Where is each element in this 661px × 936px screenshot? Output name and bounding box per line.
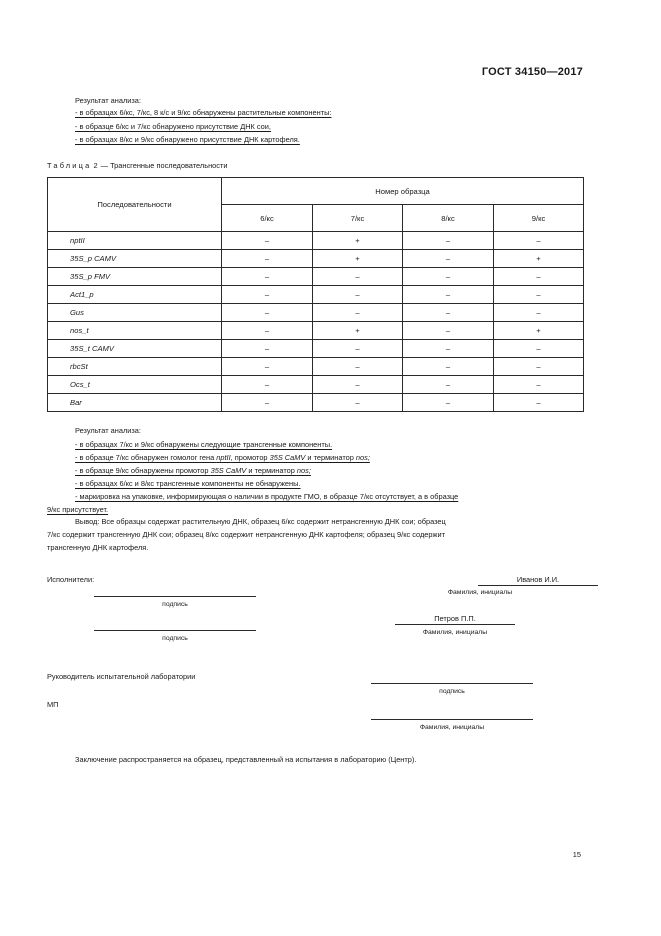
column-header-sample: 8/кс: [403, 205, 494, 232]
result-cell: –: [222, 304, 313, 322]
page-number: 15: [572, 850, 581, 859]
result-cell: –: [222, 250, 313, 268]
standard-number: ГОСТ 34150—2017: [481, 66, 583, 78]
result-cell: –: [222, 232, 313, 250]
table-row: [48, 322, 584, 340]
result-cell: –: [403, 376, 494, 394]
sequence-name: nos_t: [48, 322, 222, 340]
conclusion-line: трансгенную ДНК картофеля.: [47, 543, 149, 552]
analysis-line: - маркировка на упаковке, информирующая о наличии в продукте ГМО, в образце 7/кс отсутствует, а в образце: [75, 492, 459, 501]
analysis-line: [75, 453, 370, 463]
result-cell: +: [313, 322, 403, 340]
text-part: , промотор: [230, 453, 270, 462]
conclusion-line: Вывод: Все образцы содержат растительную ДНК, образец 6/кс содержит нетрансгенную ДНК сои; образец: [75, 517, 446, 526]
name-caption: Фамилия, инициалы: [422, 629, 488, 636]
result-cell: –: [403, 394, 494, 412]
scope-note: Заключение распространяется на образец, представленный на испытания в лабораторию (Центр).: [75, 755, 417, 764]
result-cell: –: [222, 376, 313, 394]
signature-line: [371, 683, 533, 684]
analysis-line: - в образцах 6/кс и 8/кс трансгенные компоненты не обнаружены.: [75, 479, 301, 488]
result-cell: –: [313, 340, 403, 358]
conclusion-line: 7/кс содержит трансгенную ДНК сои; образец 8/кс содержит нетрансгенную ДНК картофеля; образец 9/кс содержит: [47, 530, 445, 539]
sequence-name: rbcSt: [48, 358, 222, 376]
promoter-name: 35S CaMV: [269, 453, 306, 462]
table-row: [48, 340, 584, 358]
sequence-name: 35S_p FMV: [48, 268, 222, 286]
table-row: [48, 268, 584, 286]
table-caption-text: — Трансгенные последовательности: [100, 161, 228, 170]
sequence-name: 35S_t CAMV: [48, 340, 222, 358]
column-header-sequences: Последовательности: [48, 178, 222, 232]
name-line: [395, 624, 515, 625]
result-cell: –: [494, 358, 584, 376]
result-cell: +: [494, 250, 584, 268]
analysis-line: 9/кс присутствует.: [47, 505, 109, 514]
text-part: - в образце 7/кс обнаружен гомолог гена: [75, 453, 217, 462]
result-cell: –: [403, 232, 494, 250]
table-caption-number: 2: [93, 161, 99, 170]
mp-label: МП: [47, 700, 59, 709]
name-caption: Фамилия, инициалы: [447, 589, 513, 596]
table-row: [48, 304, 584, 322]
sequence-name: Bar: [48, 394, 222, 412]
analysis-title: Результат анализа:: [75, 96, 141, 105]
sequence-name: Ocs_t: [48, 376, 222, 394]
performers-label: Исполнители:: [47, 575, 95, 584]
result-cell: –: [222, 286, 313, 304]
text-part: и терминатор: [246, 466, 297, 475]
result-cell: –: [313, 268, 403, 286]
result-cell: –: [313, 376, 403, 394]
head-label: Руководитель испытательной лаборатории: [47, 672, 196, 681]
analysis-title: Результат анализа:: [75, 426, 141, 435]
text-part: - в образце 9/кс обнаружены промотор: [75, 466, 211, 475]
name-line: [371, 719, 533, 720]
result-cell: –: [222, 358, 313, 376]
promoter-name: 35S CaMV: [210, 466, 247, 475]
result-cell: –: [403, 286, 494, 304]
text-part: и терминатор: [305, 453, 356, 462]
result-cell: –: [222, 268, 313, 286]
terminator-name: nos;: [296, 466, 311, 475]
signature-caption: подпись: [439, 688, 465, 695]
column-header-sample: 6/кс: [222, 205, 313, 232]
signature-line: [94, 630, 256, 631]
analysis-line: - в образцах 6/кс, 7/кс, 8 к/с и 9/кс обнаружены растительные компоненты:: [75, 108, 332, 117]
result-cell: –: [494, 340, 584, 358]
result-cell: –: [403, 340, 494, 358]
table-row: [48, 394, 584, 412]
result-cell: +: [313, 232, 403, 250]
result-cell: –: [403, 250, 494, 268]
performer-name: Петров П.П.: [434, 614, 476, 623]
result-cell: –: [403, 304, 494, 322]
table-row: [48, 358, 584, 376]
sequences-table: [47, 177, 584, 412]
result-cell: +: [494, 322, 584, 340]
result-cell: –: [313, 304, 403, 322]
result-cell: –: [222, 322, 313, 340]
terminator-name: nos;: [355, 453, 370, 462]
result-cell: –: [222, 340, 313, 358]
column-header-sample-number: Номер образца: [222, 178, 584, 205]
analysis-line: - в образце 6/кс и 7/кс обнаружено присутствие ДНК сои,: [75, 122, 271, 131]
result-cell: –: [313, 358, 403, 376]
sequence-name: nptII: [48, 232, 222, 250]
result-cell: –: [313, 394, 403, 412]
column-header-sample: 7/кс: [313, 205, 403, 232]
result-cell: –: [494, 232, 584, 250]
table-row: [48, 250, 584, 268]
analysis-line: - в образцах 7/кс и 9/кс обнаружены следующие трансгенные компоненты.: [75, 440, 333, 449]
sequence-name: 35S_p CAMV: [48, 250, 222, 268]
performer-name: Иванов И.И.: [516, 575, 560, 584]
table-caption: [47, 161, 227, 171]
signature-caption: подпись: [162, 635, 188, 642]
result-cell: –: [494, 286, 584, 304]
gene-name: nptII: [216, 453, 231, 462]
analysis-line: - в образцах 8/кс и 9/кс обнаружено присутствие ДНК картофеля.: [75, 135, 300, 144]
name-line: [478, 585, 598, 586]
table-row: [48, 376, 584, 394]
result-cell: –: [494, 376, 584, 394]
signature-caption: подпись: [162, 601, 188, 608]
table-caption-word: Таблица: [47, 161, 92, 170]
result-cell: –: [222, 394, 313, 412]
result-cell: –: [403, 358, 494, 376]
result-cell: –: [494, 394, 584, 412]
result-cell: –: [403, 322, 494, 340]
result-cell: +: [313, 250, 403, 268]
signature-line: [94, 596, 256, 597]
table-row: [48, 286, 584, 304]
result-cell: –: [313, 286, 403, 304]
column-header-sample: 9/кс: [494, 205, 584, 232]
analysis-line: [75, 466, 311, 476]
sequence-name: Gus: [48, 304, 222, 322]
sequence-name: Act1_p: [48, 286, 222, 304]
result-cell: –: [403, 268, 494, 286]
result-cell: –: [494, 268, 584, 286]
result-cell: –: [494, 304, 584, 322]
name-caption: Фамилия, инициалы: [419, 724, 485, 731]
table-row: [48, 232, 584, 250]
